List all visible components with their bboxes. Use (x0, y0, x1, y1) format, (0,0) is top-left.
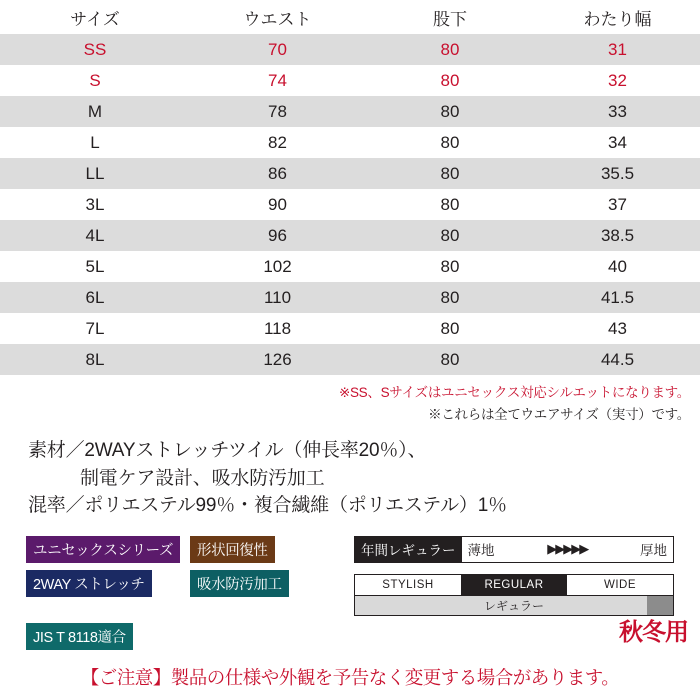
cell-inseam: 80 (365, 189, 535, 220)
cell-inseam: 80 (365, 158, 535, 189)
cell-waist: 70 (190, 34, 365, 65)
cell-waist: 82 (190, 127, 365, 158)
caution-note: 【ご注意】製品の仕様や外観を予告なく変更する場合があります。 (80, 667, 620, 688)
thickness-arrows-icon: ▶▶▶▶▶ (547, 541, 588, 557)
badge-col-left-3 (26, 623, 186, 650)
column-header-inseam: 股下 (365, 0, 535, 34)
column-header-size: サイズ (0, 0, 190, 34)
cell-inseam: 80 (365, 96, 535, 127)
table-row (0, 220, 700, 251)
cell-waist: 96 (190, 220, 365, 251)
cell-size: 4L (0, 220, 190, 251)
cell-size: LL (0, 158, 190, 189)
badge-col-mid-1 (190, 536, 346, 563)
silhouette-options (355, 575, 673, 595)
cell-thigh: 35.5 (535, 158, 700, 189)
table-row (0, 34, 700, 65)
table-header-row (0, 0, 700, 34)
material-line-1: 素材／2WAYストレッチツイル（伸長率20％）、 (28, 440, 427, 461)
cell-size: 3L (0, 189, 190, 220)
material-description (28, 437, 700, 520)
silhouette-bar (354, 574, 674, 616)
cell-size: S (0, 65, 190, 96)
feature-row-1 (26, 536, 674, 563)
table-notes (0, 381, 700, 423)
badge-col-mid-2 (190, 570, 346, 597)
cell-inseam: 80 (365, 313, 535, 344)
silhouette-current-label: レギュラー (483, 598, 544, 613)
table-row (0, 282, 700, 313)
cell-size: 7L (0, 313, 190, 344)
cell-waist: 102 (190, 251, 365, 282)
cell-thigh: 43 (535, 313, 700, 344)
table-row (0, 189, 700, 220)
note-actual-size: ※これらは全てウエアサイズ（実寸）です。 (428, 407, 690, 422)
badge-2way-stretch: 2WAY ストレッチ (26, 570, 152, 597)
cell-inseam: 80 (365, 65, 535, 96)
cell-waist: 74 (190, 65, 365, 96)
column-header-waist: ウエスト (190, 0, 365, 34)
cell-thigh: 38.5 (535, 220, 700, 251)
cell-thigh: 40 (535, 251, 700, 282)
feature-row-3 (26, 623, 674, 650)
cell-size: L (0, 127, 190, 158)
cell-inseam: 80 (365, 251, 535, 282)
cell-size: SS (0, 34, 190, 65)
table-row (0, 127, 700, 158)
cell-inseam: 80 (365, 282, 535, 313)
cell-waist: 78 (190, 96, 365, 127)
cell-waist: 86 (190, 158, 365, 189)
cell-inseam: 80 (365, 127, 535, 158)
thickness-thick-label: 厚地 (640, 543, 667, 559)
thickness-scale (354, 536, 674, 563)
cell-waist: 118 (190, 313, 365, 344)
badge-col-left-2 (26, 570, 182, 597)
badge-water-stain-repellent: 吸水防汚加工 (190, 570, 289, 597)
cell-inseam: 80 (365, 344, 535, 375)
table-row (0, 251, 700, 282)
silhouette-option-stylish: STYLISH (382, 578, 434, 591)
badge-col-left-1 (26, 536, 182, 563)
note-unisex-silhouette: ※SS、Sサイズはユニセックス対応シルエットになります。 (338, 385, 690, 400)
silhouette-scale (354, 570, 674, 616)
cell-waist: 110 (190, 282, 365, 313)
cell-thigh: 34 (535, 127, 700, 158)
table-row (0, 313, 700, 344)
feature-badge-area (26, 536, 674, 650)
thickness-bar (354, 536, 674, 563)
table-row (0, 158, 700, 189)
cell-waist: 90 (190, 189, 365, 220)
thickness-season-label: 年間レギュラー (355, 537, 462, 562)
badge-unisex-series: ユニセックスシリーズ (26, 536, 180, 563)
cell-waist: 126 (190, 344, 365, 375)
feature-row-2 (26, 570, 674, 616)
cell-inseam: 80 (365, 34, 535, 65)
cell-inseam: 80 (365, 220, 535, 251)
table-row (0, 344, 700, 375)
cell-thigh: 37 (535, 189, 700, 220)
table-row (0, 96, 700, 127)
season-label: 秋冬用 (619, 619, 688, 646)
silhouette-option-wide: WIDE (603, 578, 637, 591)
silhouette-option-regular: REGULAR (461, 575, 567, 595)
cell-size: 5L (0, 251, 190, 282)
cell-thigh: 31 (535, 34, 700, 65)
cell-thigh: 32 (535, 65, 700, 96)
badge-jis-t8118: JIS T 8118適合 (26, 623, 133, 650)
table-row (0, 65, 700, 96)
cell-size: 8L (0, 344, 190, 375)
cell-thigh: 44.5 (535, 344, 700, 375)
cell-size: M (0, 96, 190, 127)
thickness-thin-label: 薄地 (467, 543, 495, 559)
cell-size: 6L (0, 282, 190, 313)
column-header-thigh: わたり幅 (535, 0, 700, 34)
cell-thigh: 33 (535, 96, 700, 127)
badge-shape-recovery: 形状回復性 (190, 536, 275, 563)
cell-thigh: 41.5 (535, 282, 700, 313)
material-line-3: 混率／ポリエステル99％・複合繊維（ポリエステル）1％ (28, 495, 507, 517)
material-line-2: 制電ケア設計、吸水防汚加工 (80, 467, 325, 489)
